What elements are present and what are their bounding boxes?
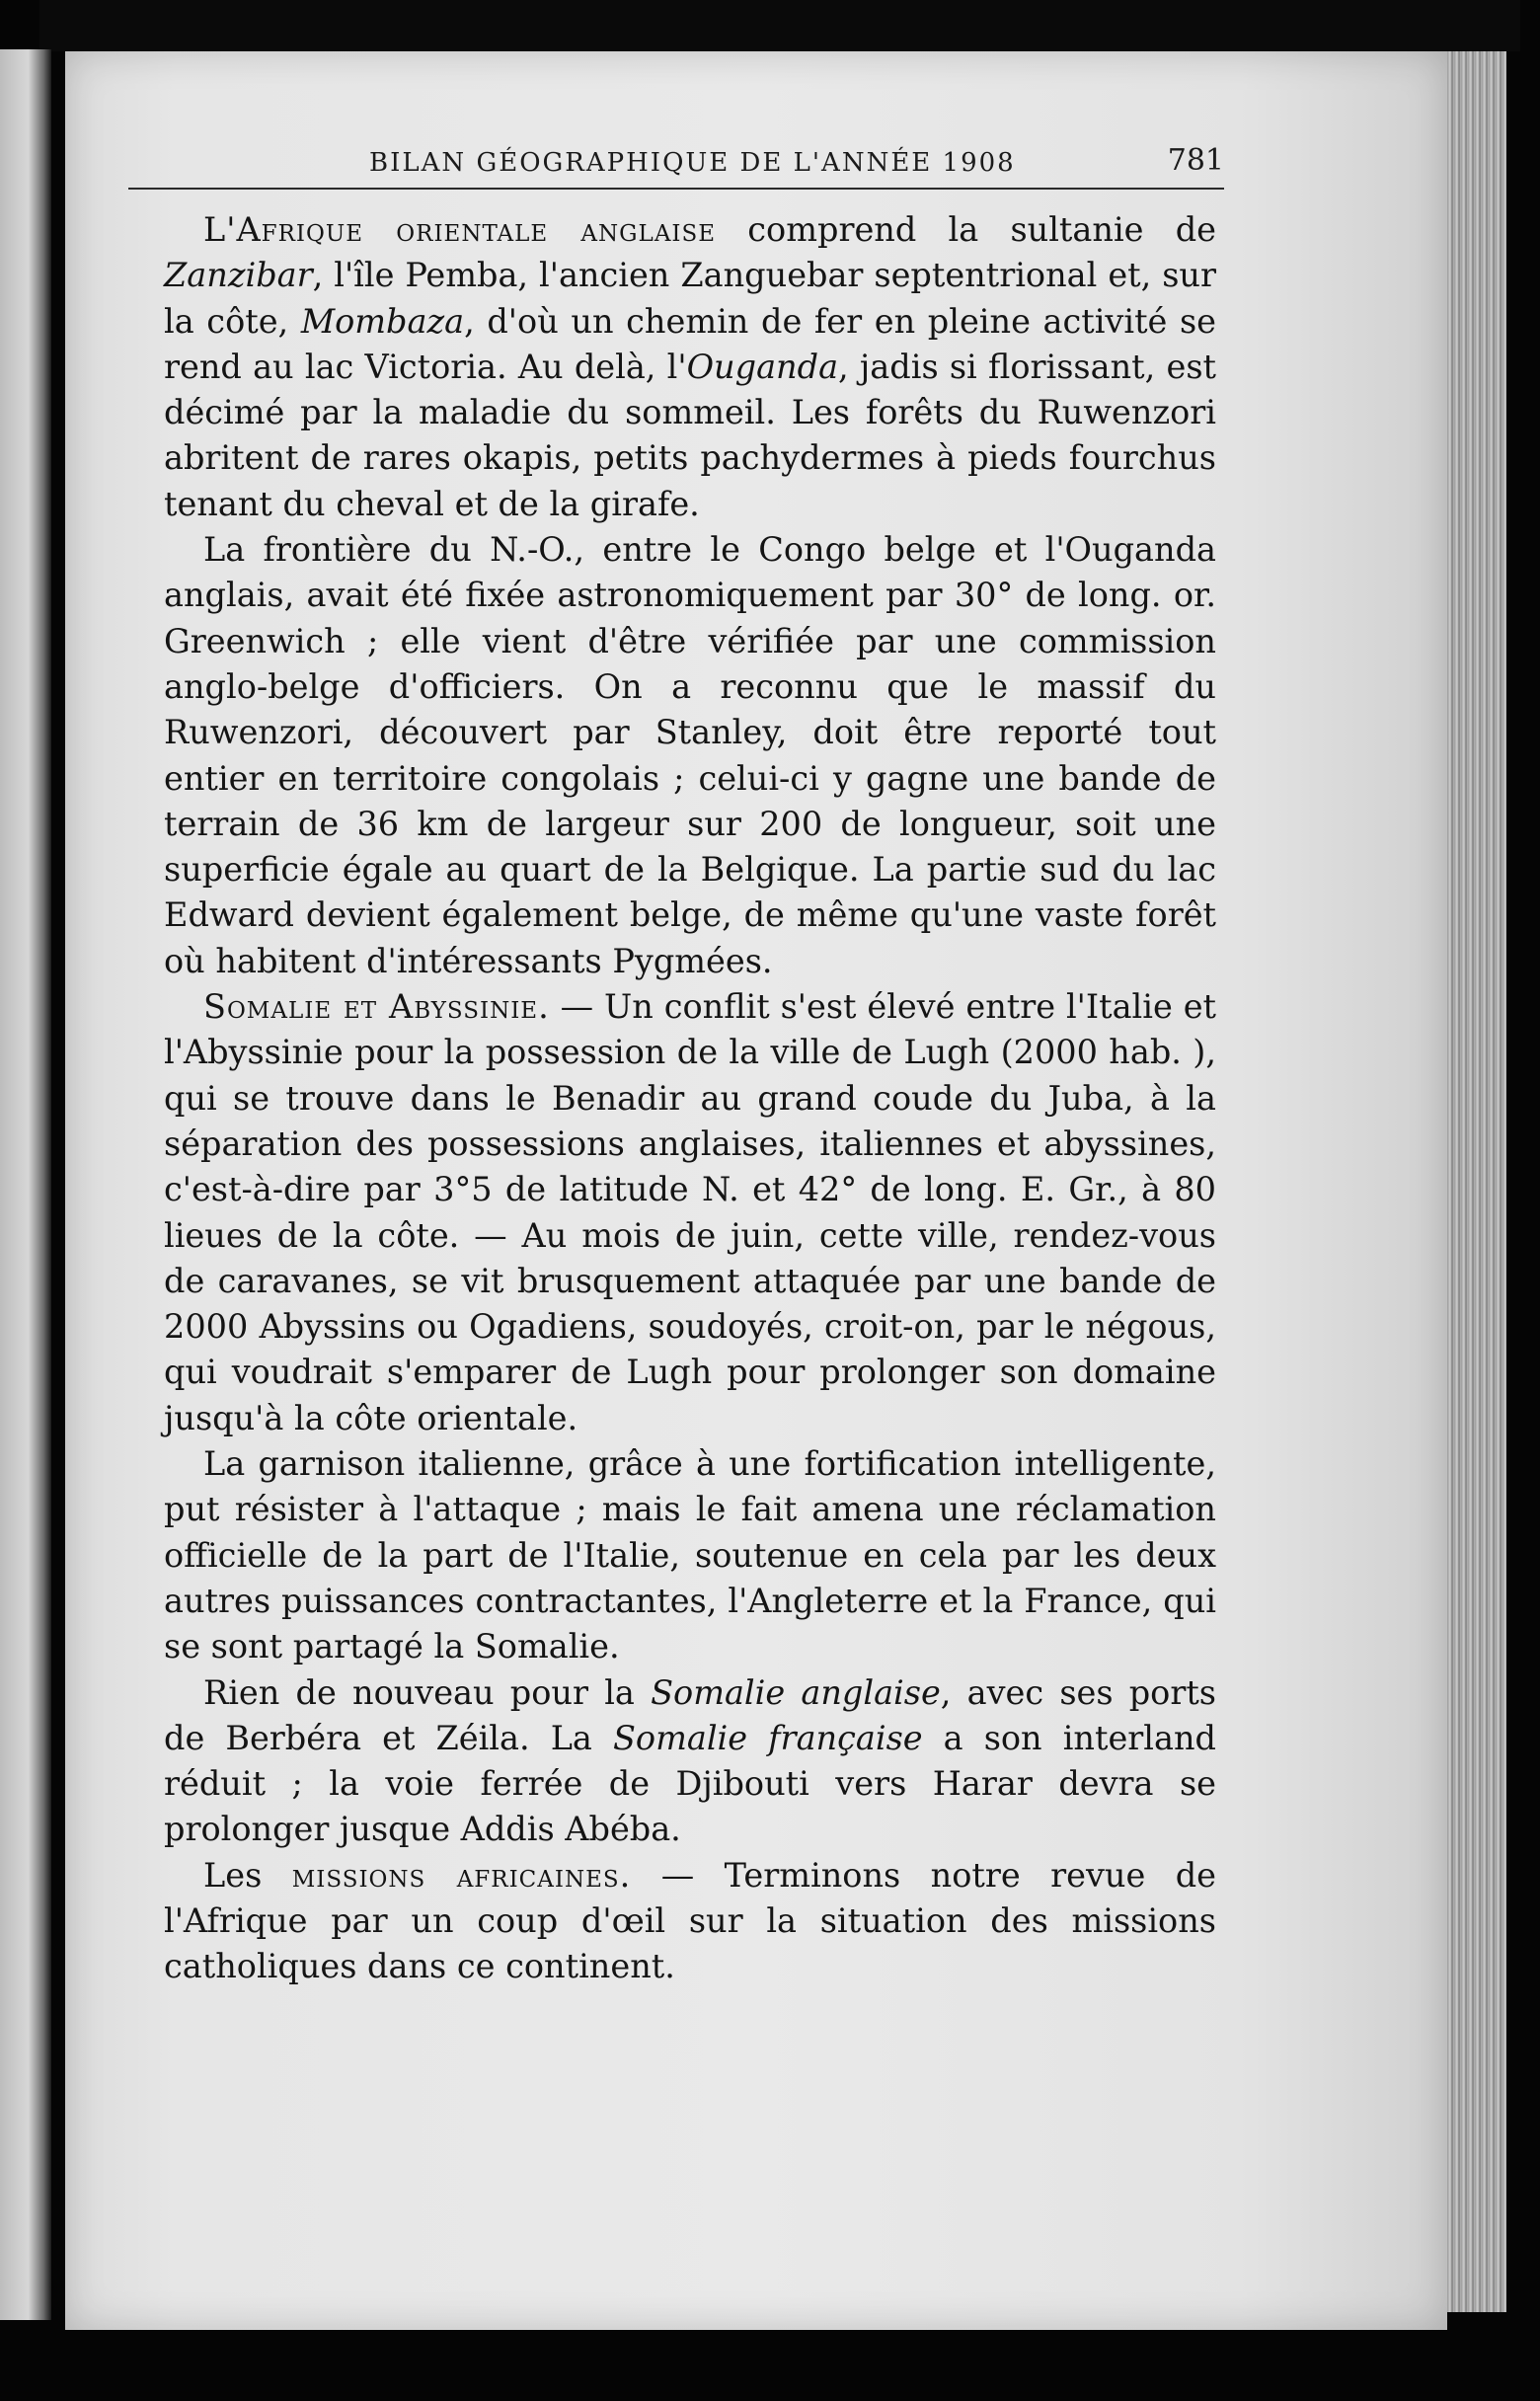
text-run: La frontière du N.-O., entre le Congo belge et l'Ouganda anglais, avait été fixée astronomiquement par 30° de long. or. Greenwich ; elle vient d'être vérifiée par une commission anglo-belge d'officiers. On a reconnu que le massif du Ruwenzori, découvert par Stanley, doit être reporté tout entier en territoire congolais ; celui-ci y gagne une bande de terrain de 36 km de largeur sur 200 de longueur, soit une superficie égale au quart de la Belgique. La partie sud du lac Edward devient également belge, de même qu'une vaste forêt où habitent d'intéressants Pygmées. [164, 530, 1216, 980]
text-run: comprend la sultanie de [716, 210, 1216, 249]
facing-page-edge [0, 49, 51, 2320]
text-run: L'Afrique orientale anglaise [203, 210, 717, 249]
text-run: missions africaines. [291, 1855, 632, 1895]
text-run: — Terminons notre revue de l'Afrique par un coup d'œil sur la situation des missions catholiques dans ce continent. [164, 1855, 1216, 1986]
text-run: Les [203, 1855, 292, 1895]
body-text [164, 207, 1216, 1990]
text-run: — Un conflit s'est élevé entre l'Italie et l'Abyssinie pour la possession de la ville de Lugh (2000 hab. ), qui se trouve dans le Benadir au grand coude du Juba, à la séparation des possessions anglaises, italiennes et abyssines, c'est-à-dire par 3°5 de latitude N. et 42° de long. E. Gr., à 80 lieues de la côte. — Au mois de juin, cette ville, rendez-vous de caravanes, se vit brusquement attaquée par une bande de 2000 Abyssins ou Ogadiens, soudoyés, croit-on, par le négous, qui voudrait s'emparer de Lugh pour prolonger son domaine jusqu'à la côte orientale. [164, 987, 1216, 1437]
text-run: , l'île Pemba, l'ancien Zanguebar septentrional et, sur la côte, [164, 256, 1216, 341]
paragraph [164, 1441, 1216, 1669]
text-run: Somalie et Abyssinie. [203, 987, 550, 1027]
book-page-edges [1447, 51, 1506, 2312]
text-run: Rien de nouveau pour la [203, 1672, 652, 1712]
paragraph [164, 1853, 1216, 1990]
paragraph [164, 984, 1216, 1441]
paragraph [164, 527, 1216, 984]
text-run: , jadis si florissant, est décimé par la maladie du sommeil. Les forêts du Ruwenzori abritent de rares okapis, petits pachydermes à pieds fourchus tenant du cheval et de la girafe. [164, 347, 1216, 523]
text-run: Somalie anglaise [651, 1672, 941, 1712]
running-title: BILAN GÉOGRAPHIQUE DE L'ANNÉE 1908 [369, 148, 1016, 178]
text-run: , d'où un chemin de fer en pleine activité se rend au lac Victoria. Au delà, l' [164, 301, 1216, 386]
page-number: 781 [1167, 143, 1224, 178]
text-run: a son interland réduit ; la voie ferrée de Djibouti vers Harar devra se prolonger jusque Addis Abéba. [164, 1718, 1217, 1849]
text-run: Somalie française [612, 1718, 923, 1757]
text-run: Mombaza [300, 301, 465, 341]
text-run: , avec ses ports de Berbéra et Zéila. La [164, 1672, 1216, 1757]
text-run: Zanzibar [164, 256, 313, 295]
paragraph [164, 207, 1216, 527]
scan-top-border [39, 0, 1520, 51]
page-header [128, 118, 1224, 190]
text-run: Ouganda [686, 347, 839, 386]
text-run: La garnison italienne, grâce à une fortification intelligente, put résister à l'attaque ; mais le fait amena une réclamation officielle de la part de l'Italie, soutenue en cela par les deux autres puissances contractantes, l'Angleterre et la France, qui se sont partagé la Somalie. [164, 1444, 1216, 1666]
paragraph [164, 1670, 1216, 1853]
